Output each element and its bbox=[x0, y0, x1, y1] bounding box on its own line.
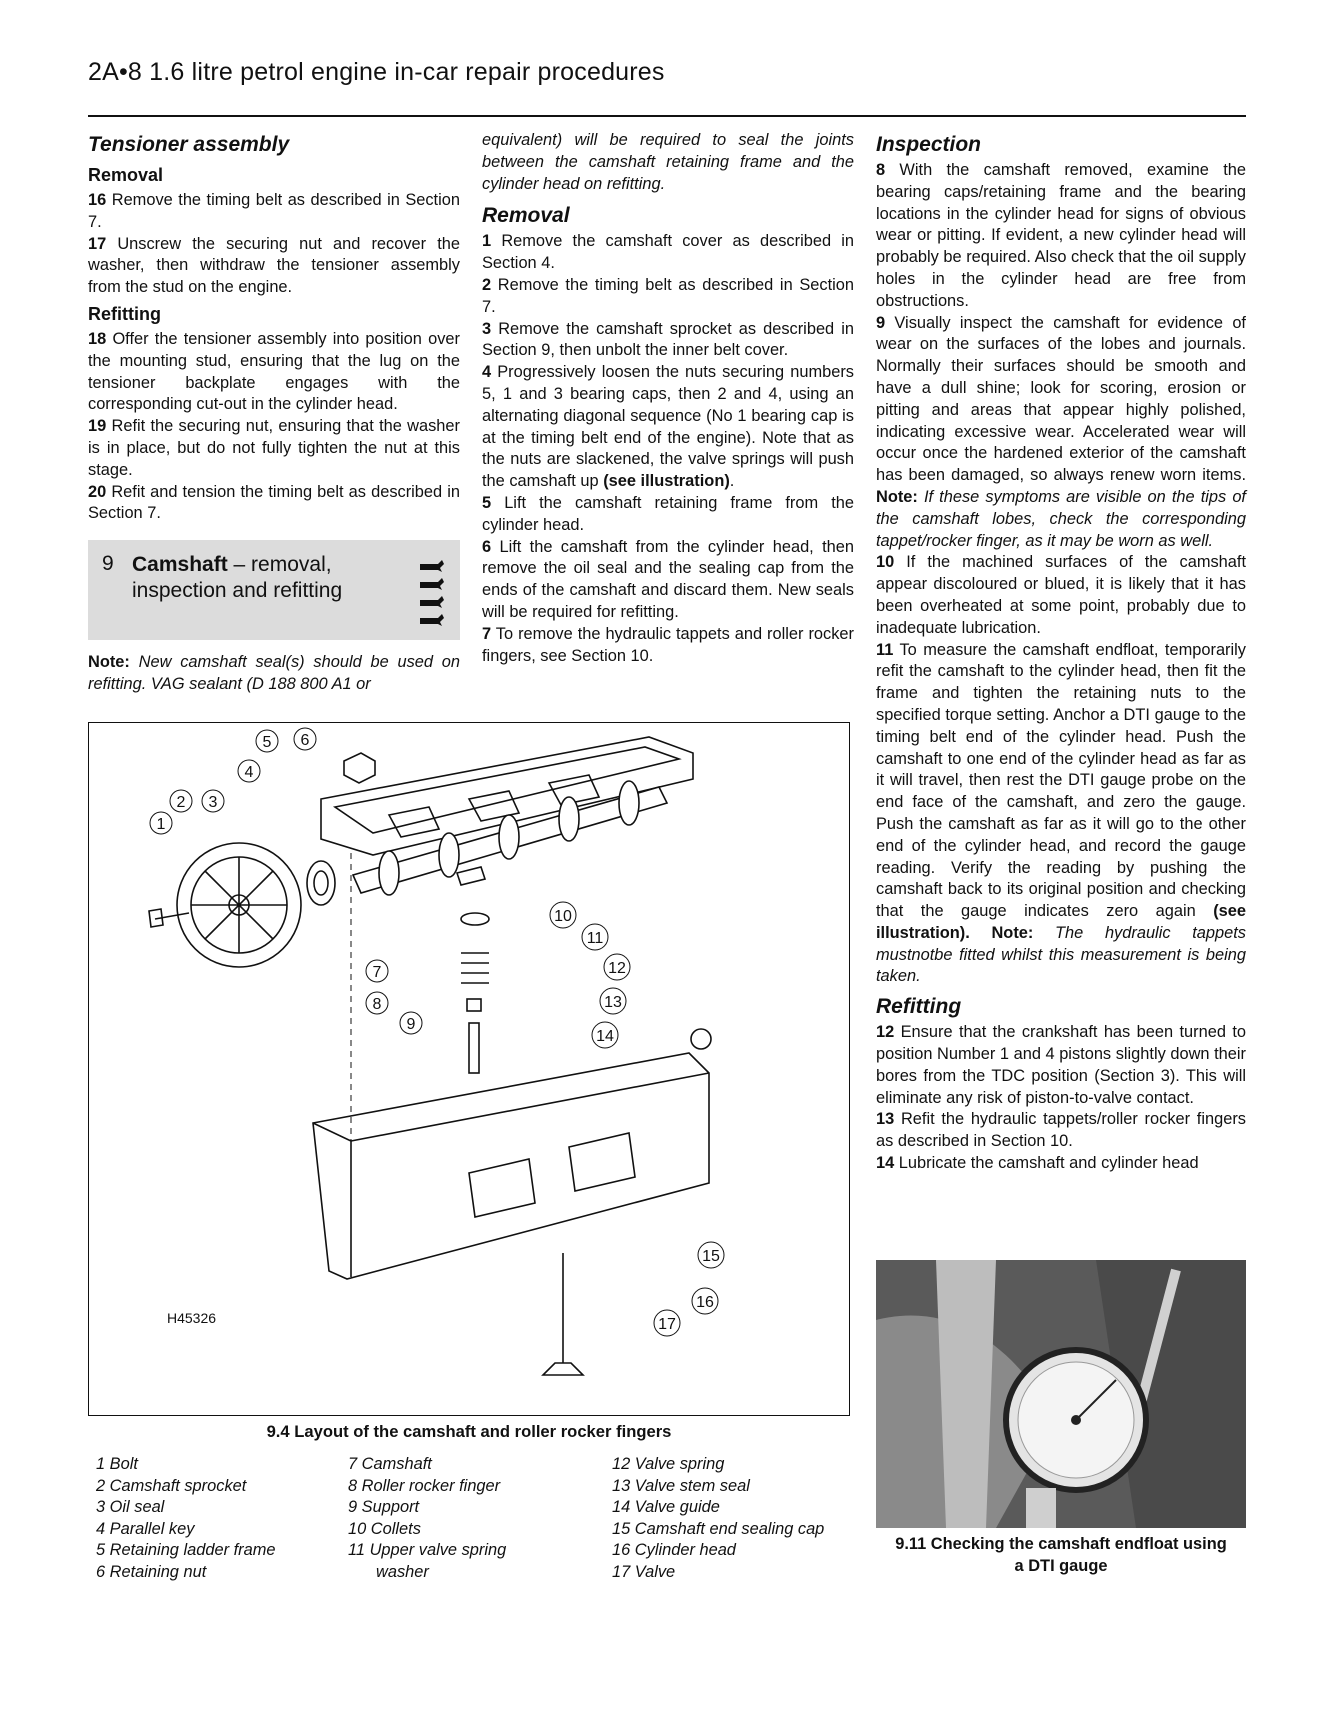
note-continued: equivalent) will be required to seal the joints between the camshaft retaining frame and the cylinder head on refitting. bbox=[482, 131, 854, 193]
callout-6 bbox=[294, 728, 316, 750]
callout-10 bbox=[550, 902, 576, 928]
para-16: 16 Remove the timing belt as described in Section 7. bbox=[88, 191, 460, 231]
svg-text:8: 8 bbox=[372, 996, 382, 1013]
section-heading-box bbox=[88, 540, 460, 640]
section-title: Camshaft – removal, inspection and refitting bbox=[132, 553, 343, 602]
svg-text:9: 9 bbox=[406, 1016, 416, 1033]
heading-removal-camshaft: Removal bbox=[482, 204, 570, 228]
svg-text:10: 10 bbox=[554, 908, 572, 925]
heading-tensioner: Tensioner assembly bbox=[88, 133, 290, 156]
callout-8 bbox=[366, 992, 388, 1014]
para-3: 3 Remove the camshaft sprocket as described in Section 9, then unbolt the inner belt cover. bbox=[482, 319, 854, 360]
callout-3 bbox=[202, 790, 224, 812]
svg-text:15: 15 bbox=[702, 1248, 720, 1265]
para-5: 5 Lift the camshaft retaining frame from the cylinder head. bbox=[482, 493, 854, 534]
column-1 bbox=[88, 128, 460, 525]
camshaft-exploded-diagram bbox=[88, 722, 850, 1416]
callout-17 bbox=[654, 1310, 680, 1336]
figure-code: H45326 bbox=[167, 1310, 217, 1326]
svg-text:4: 4 bbox=[244, 764, 254, 781]
heading-removal: Removal bbox=[88, 165, 164, 185]
svg-text:5: 5 bbox=[262, 734, 272, 751]
page-header: 2A•8 1.6 litre petrol engine in-car repair procedures bbox=[88, 58, 665, 86]
figure-caption: 9.4 Layout of the camshaft and roller rocker fingers bbox=[266, 1422, 672, 1441]
callout-14 bbox=[592, 1022, 618, 1048]
para-11: 11 To measure the camshaft endfloat, temporarily refit the camshaft to the cylinder head, then fit the frame and tighten the retaining nuts to the specified torque setting. Anchor a DTI gauge to the timing belt end of the cylinder head. Push the camshaft to one end of the cylinder head as far as it will travel, then rest the DTI gauge probe on the end face of the camshaft, and zero the gauge. Push the camshaft as far as it will go to the other end of the cylinder head, and record the gauge reading. Verify the reading by pushing the camshaft back to its original position and checking that the gauge indicates zero again (see illustration). Note: The hydraulic tappets mustnotbe fitted whilst this measurement is being taken. bbox=[876, 640, 1246, 986]
para-8: 8 With the camshaft removed, examine the bearing caps/retaining frame and the bearing locations in the cylinder head for signs of obvious wear or pitting. If evident, a new cylinder head will probably be required. Also check that the oil supply holes in the cylinder head are free from obstructions. bbox=[876, 161, 1246, 310]
dti-gauge-photo-image bbox=[876, 1260, 1246, 1528]
callout-7 bbox=[366, 960, 388, 982]
callout-1 bbox=[150, 812, 172, 834]
heading-refitting: Refitting bbox=[88, 303, 161, 324]
legend-column-2: 7 Camshaft 8 Roller rocker finger 9 Support 10 Collets 11 Upper valve spring washer bbox=[348, 1455, 507, 1581]
legend-column-1: 1 Bolt 2 Camshaft sprocket 3 Oil seal 4 Parallel key 5 Retaining ladder frame 6 Retaining nut bbox=[96, 1455, 276, 1581]
para-13: 13 Refit the hydraulic tappets/roller rocker fingers as described in Section 10. bbox=[876, 1110, 1246, 1151]
callout-15 bbox=[698, 1242, 724, 1268]
photo-caption: 9.11 Checking the camshaft endfloat using a DTI gauge bbox=[895, 1535, 1227, 1575]
para-20: 20 Refit and tension the timing belt as described in Section 7. bbox=[88, 482, 460, 523]
para-17: 17 Unscrew the securing nut and recover the washer, then withdraw the tensioner assembly from the stud on the engine. bbox=[88, 234, 460, 297]
svg-text:2: 2 bbox=[176, 794, 186, 811]
callout-2 bbox=[170, 790, 192, 812]
svg-text:6: 6 bbox=[300, 732, 310, 749]
header-rule bbox=[88, 115, 1246, 117]
dti-gauge-photo bbox=[876, 1260, 1246, 1528]
para-7: 7 To remove the hydraulic tappets and roller rocker fingers, see Section 10. bbox=[482, 624, 854, 665]
heading-inspection: Inspection bbox=[876, 133, 982, 156]
callout-5 bbox=[256, 730, 278, 752]
callout-12 bbox=[604, 954, 630, 980]
note-seals: Note: New camshaft seal(s) should be used on refitting. VAG sealant (D 188 800 A1 or bbox=[88, 653, 460, 693]
para-19: 19 Refit the securing nut, ensuring that the washer is in place, but do not fully tighten the nut at this stage. bbox=[88, 417, 460, 479]
svg-text:17: 17 bbox=[658, 1316, 676, 1333]
para-1: 1 Remove the camshaft cover as described in Section 4. bbox=[482, 232, 855, 273]
callout-4 bbox=[238, 760, 260, 782]
svg-text:12: 12 bbox=[608, 960, 626, 977]
svg-text:11: 11 bbox=[586, 930, 604, 947]
column-2 bbox=[482, 130, 854, 667]
diagram-svg bbox=[89, 723, 850, 1416]
svg-text:3: 3 bbox=[208, 794, 218, 811]
para-14: 14 Lubricate the camshaft and cylinder head bbox=[876, 1154, 1199, 1173]
svg-text:1: 1 bbox=[156, 816, 166, 833]
para-2: 2 Remove the timing belt as described in Section 7. bbox=[482, 275, 854, 316]
para-6: 6 Lift the camshaft from the cylinder head, then remove the oil seal and the sealing cap from the ends of the camshaft and discard them. New seals will be required for refitting. bbox=[482, 537, 854, 621]
callout-16 bbox=[692, 1288, 718, 1314]
callout-11 bbox=[582, 924, 608, 950]
svg-text:13: 13 bbox=[604, 994, 622, 1011]
difficulty-wrench-icon bbox=[416, 558, 446, 630]
heading-refitting-camshaft: Refitting bbox=[876, 995, 962, 1019]
svg-text:14: 14 bbox=[596, 1028, 614, 1045]
para-9: 9 Visually inspect the camshaft for evidence of wear on the surfaces of the lobes and journals. Normally their surfaces should be smooth and have a dull shine; look for scoring, erosion or pitting and areas that appear highly polished, indicating excessive wear. Accelerated wear will occur once the hardened exterior of the camshaft has been damaged, so always renew worn items. Note: If these symptoms are visible on the tips of the camshaft lobes, check the corresponding tappet/rocker finger, as it may be worn as well. bbox=[876, 313, 1246, 550]
callout-13 bbox=[600, 988, 626, 1014]
section-number: 9 bbox=[102, 552, 114, 575]
svg-text:7: 7 bbox=[372, 964, 382, 981]
para-12: 12 Ensure that the crankshaft has been turned to position Number 1 and 4 pistons slightly down their bores from the TDC position (Section 3). This will eliminate any risk of piston-to-valve contact. bbox=[876, 1023, 1246, 1107]
para-10: 10 If the machined surfaces of the camshaft appear discoloured or blued, it is likely that it has been overheated at some point, probably due to inadequate lubrication. bbox=[876, 553, 1247, 637]
callout-9 bbox=[400, 1012, 422, 1034]
legend-column-3: 12 Valve spring 13 Valve stem seal 14 Valve guide 15 Camshaft end sealing cap 16 Cylinder head 17 Valve bbox=[612, 1455, 825, 1581]
svg-text:16: 16 bbox=[696, 1294, 714, 1311]
column-3 bbox=[876, 128, 1246, 1175]
para-4: 4 Progressively loosen the nuts securing numbers 5, 1 and 3 bearing caps, then 2 and 4, using an alternating diagonal sequence (No 1 bearing cap is at the timing belt end of the engine). Note that as the nuts are slackened, the valve springs will push the camshaft up (see illustration). bbox=[482, 363, 854, 491]
para-18: 18 Offer the tensioner assembly into position over the mounting stud, ensuring that the lug on the tensioner backplate engages with the corresponding cut-out in the cylinder head. bbox=[88, 329, 460, 414]
